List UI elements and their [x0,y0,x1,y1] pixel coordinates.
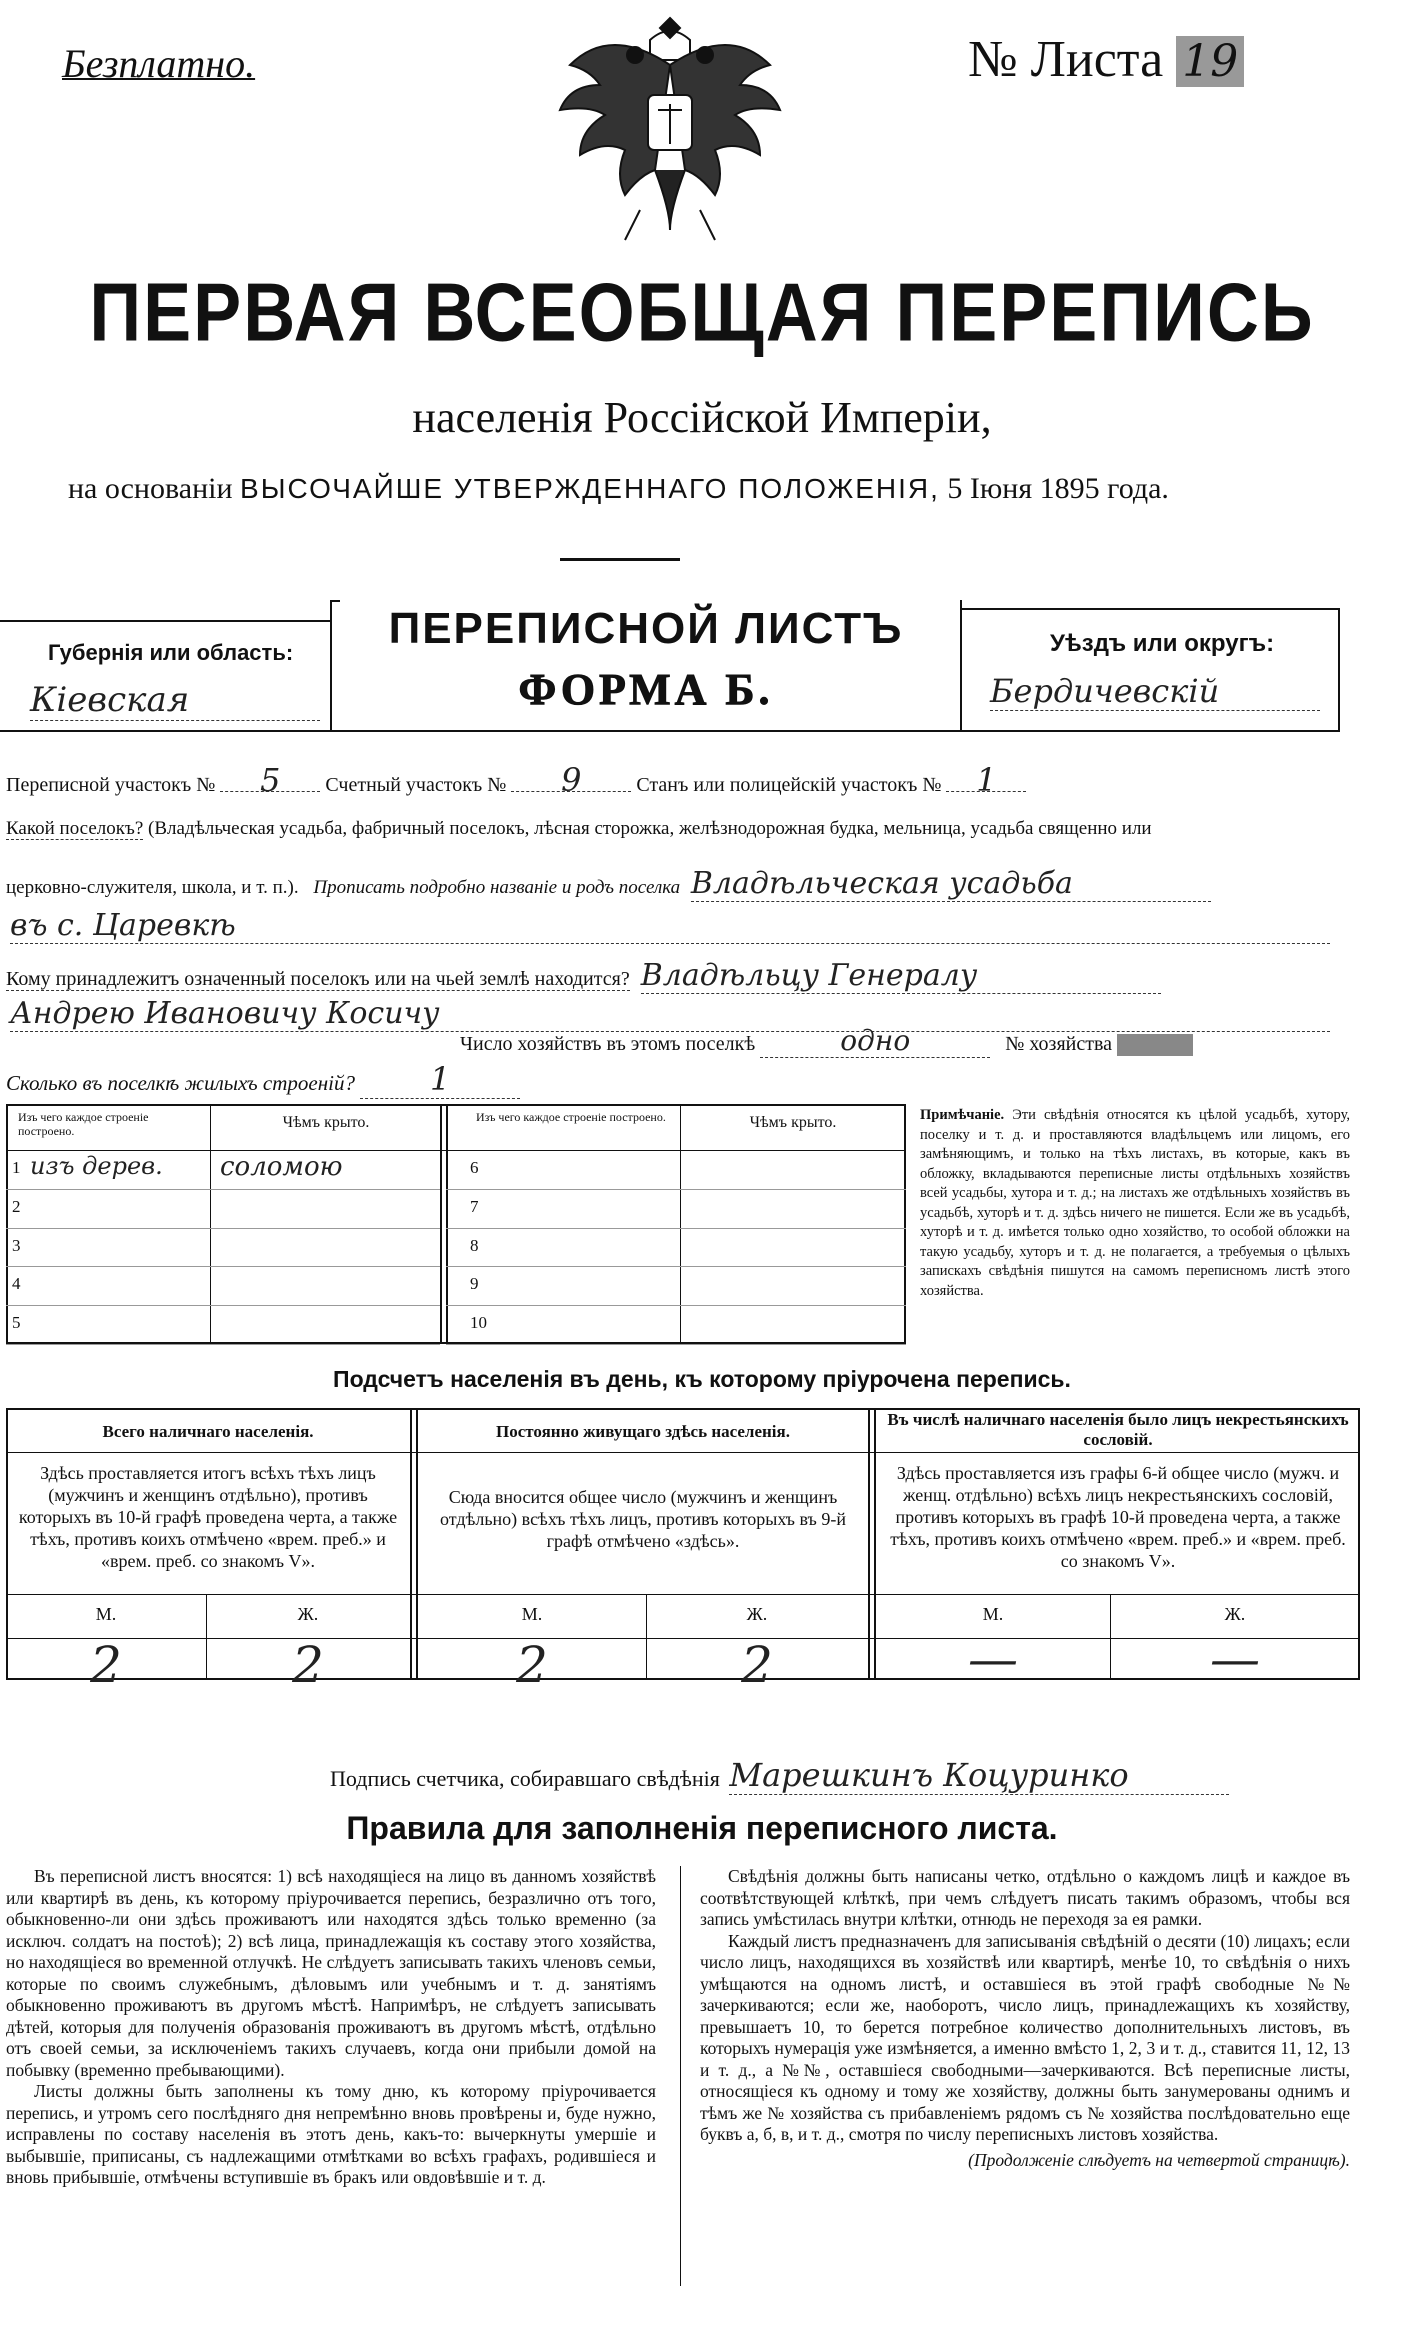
pop-c2-m-value: 2 [516,1636,548,1694]
pop-c1-f-value: 2 [292,1636,324,1694]
basis-prefix: на основаніи [68,472,233,505]
basis-line [68,472,1169,506]
settlement-hint-2: церковно-служителя, школа, и т. п.). [6,877,299,898]
building-row-number: 7 [470,1196,479,1216]
basis-date: 5 Іюня 1895 года. [947,472,1169,505]
signature-label: Подпись счетчика, собиравшаго свѣдѣнія [330,1766,720,1791]
building-row-roof: соломою [220,1152,343,1182]
rules-right-p1: Свѣдѣнія должны быть написаны четко, отдѣльно о каждомъ лицѣ и каждое въ соотвѣтствующей клѣткѣ, при чемъ слѣдуетъ писать такимъ образомъ, чтобы вся запись умѣстилась внутри клѣтки, отнюдь не переходя за ея рамки. [700,1866,1350,1929]
pop-c1-f-label: Ж. [297,1604,319,1624]
pop-c1-m-value: 2 [90,1636,122,1694]
pop-div-1 [410,1408,412,1680]
form-box-bottom [0,730,1340,732]
building-row-material: изъ дерев. [30,1152,163,1180]
dwellings-value: 1 [360,1060,520,1099]
pop-c3-m-label: М. [982,1604,1004,1624]
province-label: Губернія или область: [48,640,294,665]
pop-c2-m-label: М. [521,1604,543,1624]
building-row-number: 1 [12,1158,21,1177]
building-row-line [6,1344,440,1345]
district-label: Уѣздъ или округъ: [1050,630,1275,657]
dwellings-row [6,1060,520,1099]
settlement-row-2 [6,866,1211,902]
building-col-roof-header-left: Чѣмъ крыто. [282,1114,370,1131]
rules-left-p2: Листы должны быть заполнены къ тому дню, къ которому пріурочивается перепись, и утромъ сего послѣдняго дня непремѣнно вновь провѣрены и, буде нужно, исправлены по составу населенія въ этотъ день, какъ-то: вычеркнуты умершіе и выбывшіе, приписаны, съ надлежащими отмѣтками во всѣхъ графахъ, родившіеся и вновь прибывшіе, отмѣчены вступившіе въ бракъ или овдовѣвшіе и т. д. [6,2081,656,2187]
pop-col2-desc: Сюда вносится общее число (мужчинъ и женщинъ отдѣльно) всѣхъ тѣхъ лицъ, противъ которыхъ въ 9-й графѣ отмѣчено «здѣсь». [440,1487,846,1551]
form-box-right-top [960,608,1340,610]
census-section-label: Переписной участокъ № [6,774,216,796]
form-title: ПЕРЕПИСНОЙ ЛИСТЪ [388,604,904,653]
building-table-mid-double [440,1104,442,1344]
building-col-material-header-left: Изъ чего каждое строеніе построено. [18,1110,149,1138]
building-row-line [6,1228,440,1229]
building-row-number: 3 [12,1235,21,1255]
pop-col2-title: Постоянно живущаго здѣсь населенія. [496,1422,790,1441]
owner-row [6,958,1161,994]
pop-c2-f-label: Ж. [746,1604,768,1624]
note-text: Эти свѣдѣнія относятся къ цѣлой усадьбѣ, хутору, поселку и т. д. и проставляются владѣльцемъ или лицомъ, его замѣняющимъ, и только на тѣхъ листахъ, въ которые, какъ въ обложку, вкладываются переписные листы отдѣльныхъ хозяйствъ всей усадьбы, хутора и т. д.; на листахъ же отдѣльныхъ хозяйствъ въ усадьбѣ, хуторѣ и т. д. здѣсь ничего не пишется. Если же въ усадьбѣ, хуторѣ и т. д. имѣется только одно хозяйство, то особой обложки на такую усадьбу, хуторъ и т. д. не полагается, а требуемыя о цѣлыхъ запискахъ свѣдѣнія пишутся на самомъ переписномъ листѣ этого хозяйства. [920,1107,1351,1299]
rules-continued: (Продолженіе слѣдуетъ на четвертой страницѣ). [968,2149,1350,2170]
households-row [460,1024,1193,1058]
census-section-value: 5 [220,770,320,792]
building-table-col-left [210,1104,211,1344]
coat-of-arms-emblem [540,10,800,270]
building-row-line [6,1266,440,1267]
building-row-line [6,1305,440,1306]
count-section-label: Счетный участокъ № [325,774,507,796]
pop-c3-f-label: Ж. [1224,1604,1246,1624]
signature-value: Марешкинъ Коцуринко [729,1756,1229,1795]
pop-col3-title: Въ числѣ наличнаго населенія было лицъ некрестьянскихъ сословій. [887,1410,1349,1449]
building-table-mid-double-2 [446,1104,448,1344]
signature-row [330,1756,1229,1795]
header-divider [560,558,680,561]
page-subtitle: населенія Россійской Имперіи, [412,393,992,442]
rules-right-column [700,1866,1350,2171]
building-row-line [446,1266,906,1267]
building-row-line [446,1344,906,1345]
pop-mf-top [6,1594,1360,1595]
sheet-number [968,30,1244,89]
building-row-number: 4 [12,1274,21,1294]
household-no-redacted [1117,1034,1193,1056]
owner-value-1: Владѣльцу Генералу [641,958,1161,994]
pop-col1-title: Всего наличнаго населенія. [102,1422,314,1441]
pop-c2-f-value: 2 [741,1636,773,1694]
note-block [920,1106,1350,1301]
building-row-line [6,1189,440,1190]
page-title: ПЕРВАЯ ВСЕОБЩАЯ ПЕРЕПИСЬ [89,267,1315,359]
building-row-number: 5 [12,1313,21,1333]
police-section-label: Станъ или полицейскій участокъ № [636,774,942,796]
form-box-right-border [960,600,962,730]
free-label: Безплатно. [62,41,256,86]
pop-col3-desc: Здѣсь проставляется изъ графы 6-й общее число (мужч. и женщ. отдѣльно) всѣхъ лицъ некрестьянскихъ сословій, противъ которыхъ въ графѣ 10-й проведена черта, а также тѣхъ, противъ коихъ отмѣчено «врем. преб.» и «врем. преб. со знакомъ V». [890,1463,1346,1571]
police-section-value: 1 [946,770,1026,792]
rules-left-column [6,1866,656,2189]
building-row-number: 6 [470,1158,479,1177]
building-row-line [446,1305,906,1306]
form-box-right-edge [1338,608,1340,732]
settlement-label: Какой поселокъ? [6,818,144,839]
building-table-col-right [680,1104,681,1344]
rules-column-divider [680,1866,681,2286]
dwellings-label: Сколько въ поселкѣ жилыхъ строеній? [6,1071,355,1095]
pop-c3-f-value: — [1210,1630,1260,1688]
sheet-number-value: 19 [1176,36,1244,87]
pop-div-2 [868,1408,870,1680]
owner-value-2: Андрею Ивановичу Косичу [10,996,1330,1032]
household-no-label: № хозяйства [1005,1033,1113,1055]
owner-label: Кому принадлежитъ означенный поселокъ или на чьей землѣ находится? [6,968,630,990]
note-label: Примѣчаніе. [920,1107,1005,1123]
building-table-header-line [6,1150,906,1151]
rules-left-p1: Въ переписной листъ вносятся: 1) всѣ находящіеся на лицо въ данномъ хозяйствѣ или квартирѣ въ день, къ которому пріурочивается перепись, безразлично отъ того, обыкновенно-ли они здѣсь проживаютъ или находятся здѣсь только временно (за исключ. солдатъ на постоѣ); 2) всѣ лица, принадлежащія къ составу этого хозяйства, но находящіеся во временной отлучкѣ. Не слѣдуетъ записывать такихъ членовъ семьи, которые по своимъ служебнымъ, дѣловымъ или учебнымъ и т. д. занятіямъ обыкновенно проживаютъ въ другомъ мѣстѣ. Напримѣръ, не слѣдуетъ записывать дѣтей, которыя для полученія образованія проживаютъ въ другомъ мѣстѣ, отдѣльно отъ своей семьи, за исключеніемъ такихъ случаевъ, когда они прибыли домой на побывку (временно пребывающими). [6,1866,656,2080]
province-value: Кіевская [30,680,320,721]
census-section-row [6,761,1026,799]
households-value: одно [760,1024,990,1058]
building-col-material-header-right: Изъ чего каждое строеніе построено. [476,1110,666,1124]
basis-caps: ВЫСОЧАЙШЕ УТВЕРЖДЕННАГО ПОЛОЖЕНІЯ, [240,473,940,504]
building-row-line [446,1228,906,1229]
households-label: Число хозяйствъ въ этомъ поселкѣ [460,1033,756,1055]
district-value: Бердичевскій [990,672,1320,711]
building-row-number: 10 [470,1313,487,1333]
building-table [6,1104,906,1344]
pop-c3-m-value: — [968,1630,1018,1688]
pop-col1-desc: Здѣсь проставляется итогъ всѣхъ тѣхъ лицъ (мужчинъ и женщинъ отдѣльно), противъ которыхъ въ 10-й графѣ проведена черта, а также тѣхъ, противъ коихъ отмѣчено «врем. преб.» и «врем. преб. со знакомъ V». [18,1463,398,1571]
settlement-value-1: Владѣльческая усадьба [691,866,1211,902]
form-subtitle: ФОРМА Б. [518,665,774,714]
form-box-left-top [0,620,332,622]
building-col-roof-header-right: Чѣмъ крыто. [749,1114,837,1131]
pop-title-line [6,1452,1360,1453]
building-row-line [446,1189,906,1190]
count-section-value: 9 [511,770,631,792]
rules-right-p2: Каждый листъ предназначенъ для записыванія свѣдѣній о десяти (10) лицахъ; если число лицъ, находящихся въ хозяйствѣ или квартирѣ, менѣе 10, то свѣдѣнія о нихъ умѣщаются на одномъ листѣ, и оставшіеся въ этой графѣ свободные №№ зачеркиваются; если же, наоборотъ, число лицъ, принадлежащихъ къ хозяйству, превышаетъ 10, то берется потребное количество дополнительныхъ листовъ, въ которыхъ нумерація уже измѣняется, а именно вмѣсто 1, 2, 3 и т. д., ставится 11, 12, 13 и т. д., а №№, оставшіеся свободными—зачеркиваются. Всѣ переписные листы, относящіеся къ одному и тому же хозяйству, должны быть занумерованы однимъ и тѣмъ же № хозяйства съ прибавленіемъ рядомъ съ № хозяйства послѣдовательно еще буквъ а, б, в, и т. д., смотря по числу переписныхъ листовъ хозяйства. [700,1930,1350,2144]
population-heading: Подсчетъ населенія въ день, къ которому пріурочена перепись. [333,1366,1071,1392]
settlement-instruction: Прописать подробно названіе и родъ поселка [313,877,681,898]
rules-title: Правила для заполненія переписного листа. [346,1810,1058,1846]
building-row-number: 8 [470,1235,479,1255]
settlement-value-2: въ с. Царевкѣ [10,908,1330,944]
settlement-row-1 [6,818,1336,840]
building-row-number: 9 [470,1274,479,1294]
pop-c1-m-label: М. [95,1604,117,1624]
sheet-number-label: № Листа [968,31,1164,88]
settlement-hint-1: (Владѣльческая усадьба, фабричный поселокъ, лѣсная сторожка, желѣзнодорожная будка, мельница, усадьба священно или [148,818,1152,839]
building-row-number: 2 [12,1196,21,1216]
